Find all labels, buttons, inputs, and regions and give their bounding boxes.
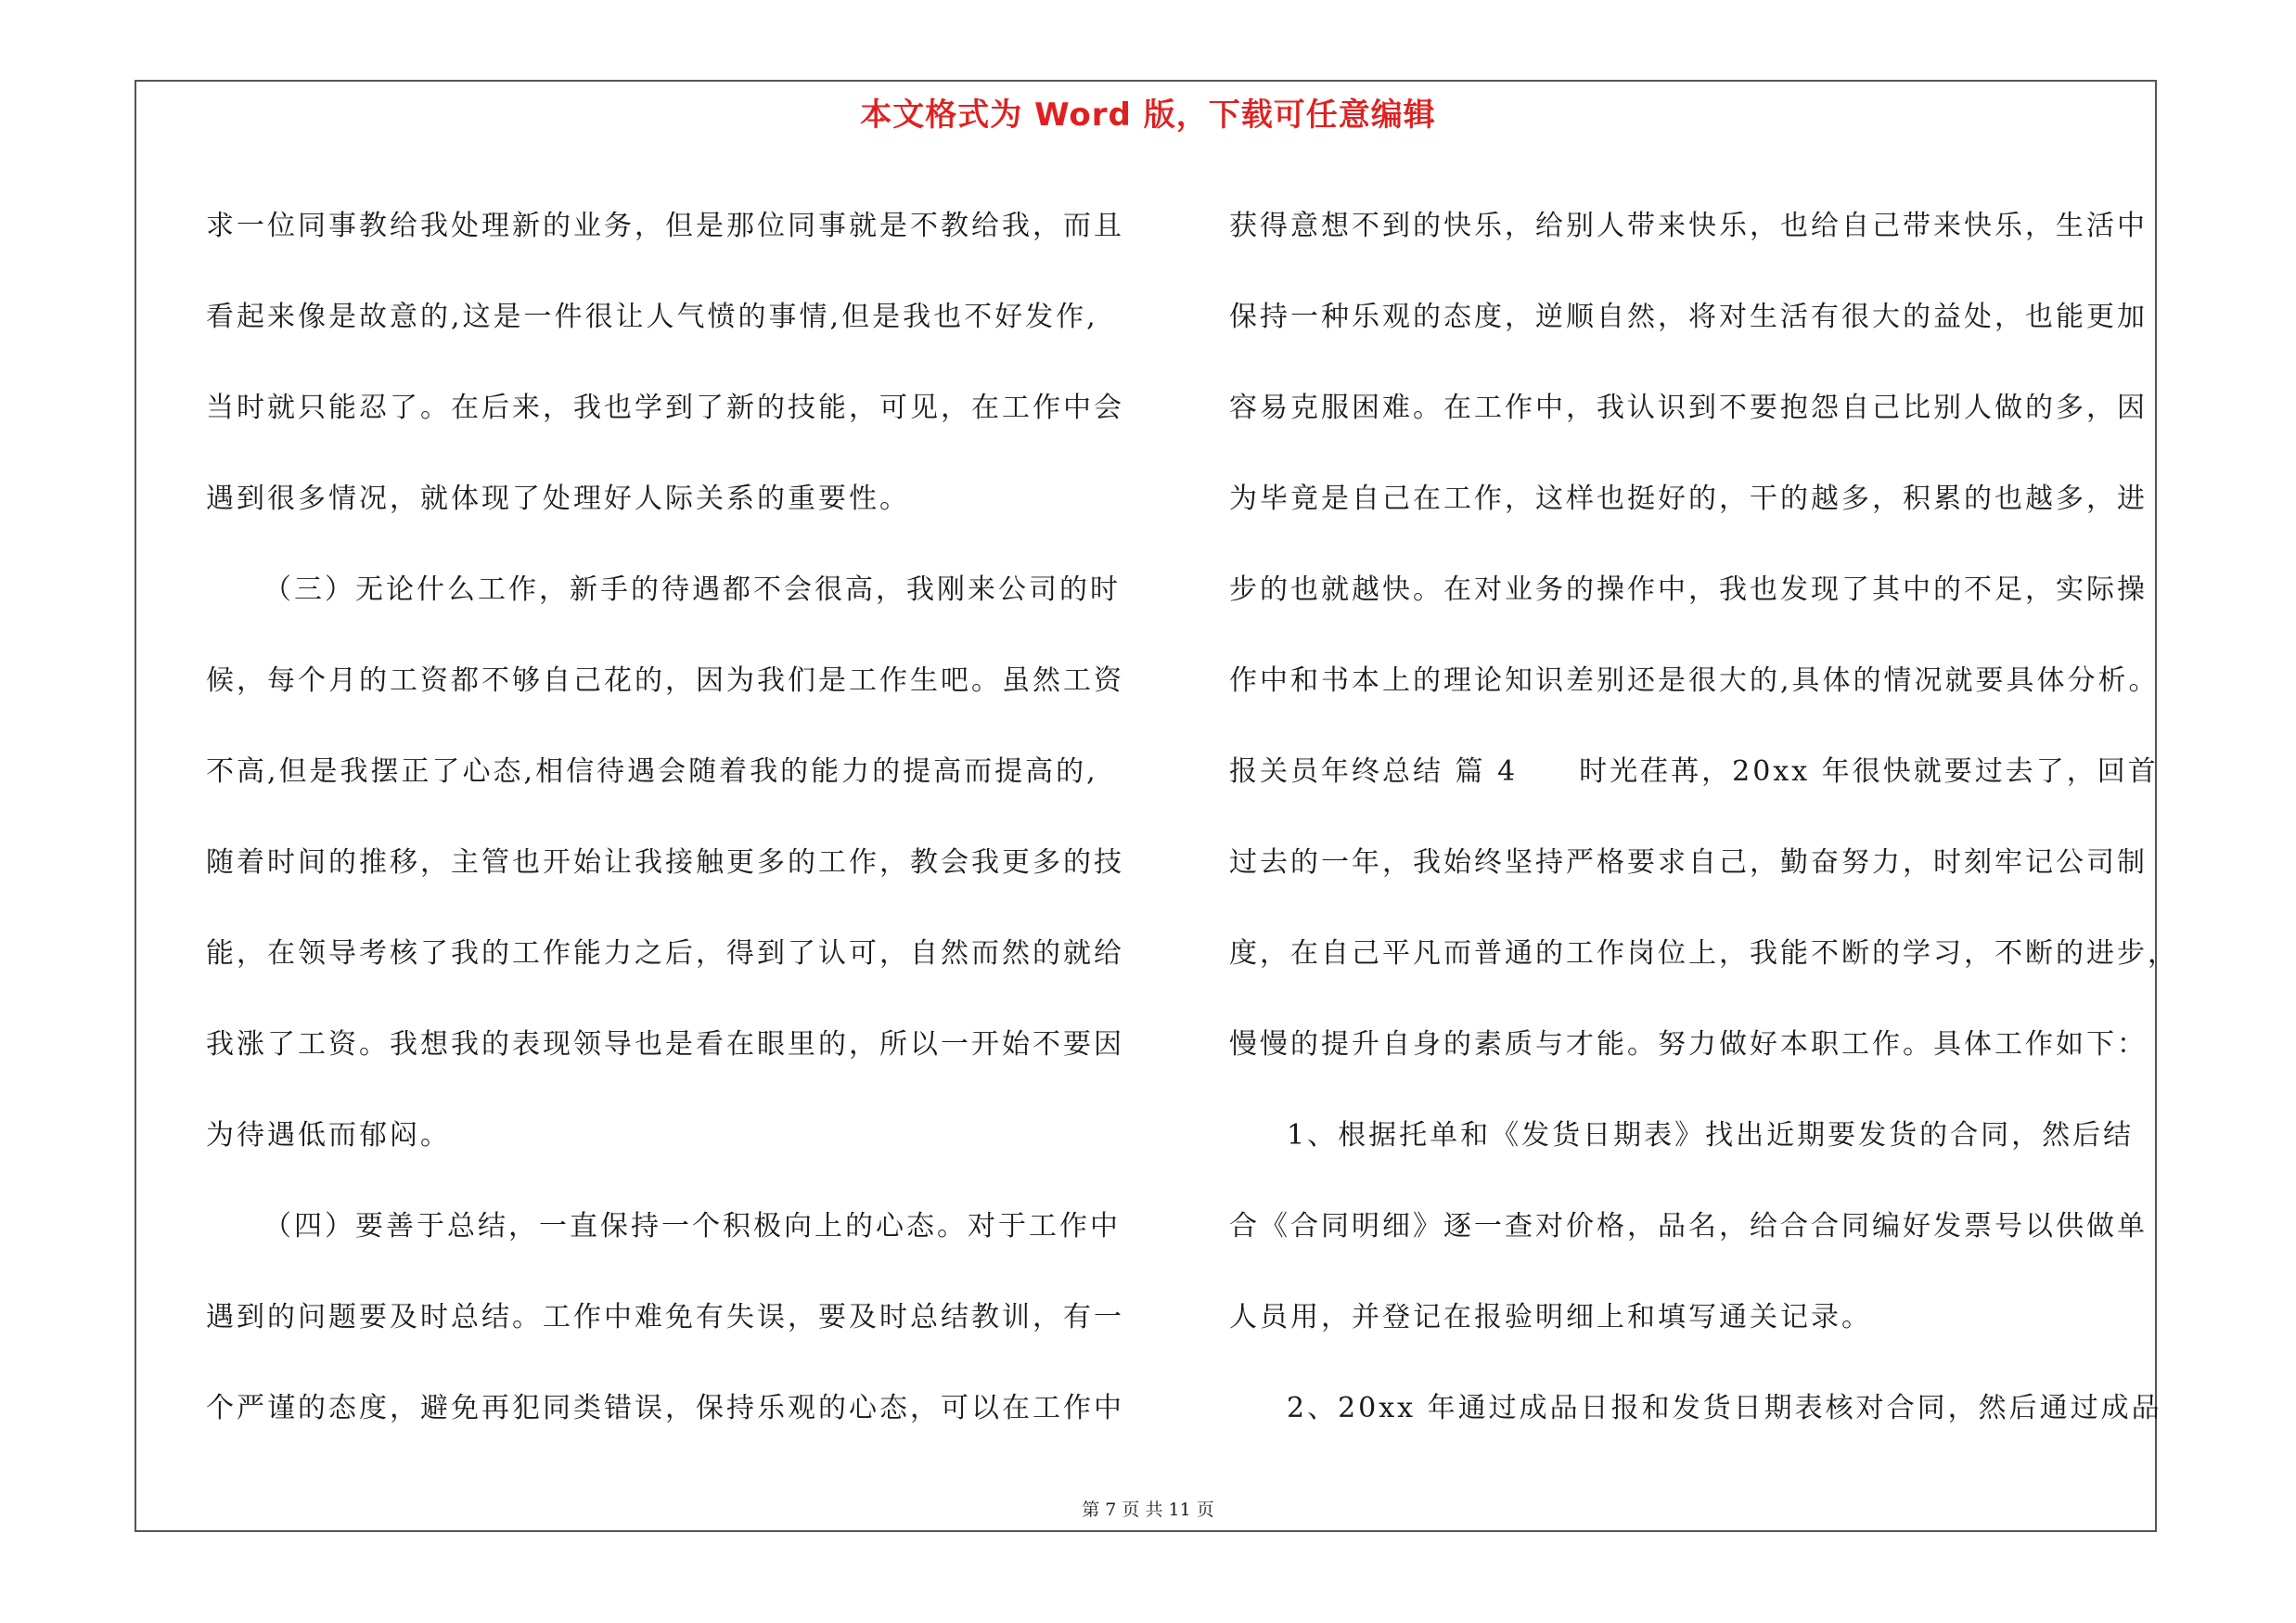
paragraph-line: 度，在自己平凡而普通的工作岗位上，我能不断的学习，不断的进步， [1229, 937, 2178, 970]
paragraph-line: 遇到很多情况，就体现了处理好人际关系的重要性。 [206, 483, 910, 515]
paragraph-line: 不高,但是我摆正了心态,相信待遇会随着我的能力的提高而提高的, [206, 755, 1098, 788]
paragraph-line: 2、20xx 年通过成品日报和发货日期表核对合同，然后通过成品 [1287, 1392, 2162, 1424]
paragraph-line: 过去的一年，我始终坚持严格要求自己，勤奋努力，时刻牢记公司制 [1229, 846, 2148, 879]
paragraph-line: 当时就只能忍了。在后来，我也学到了新的技能，可见，在工作中会 [206, 392, 1124, 424]
paragraph-line: 人员用，并登记在报验明细上和填写通关记录。 [1229, 1301, 1872, 1333]
document-banner: 本文格式为 Word 版，下载可任意编辑 [860, 97, 1436, 134]
paragraph-line: 步的也就越快。在对业务的操作中，我也发现了其中的不足，实际操 [1229, 573, 2148, 606]
left-text-column [206, 181, 1124, 1454]
paragraph-line: 我涨了工资。我想我的表现领导也是看在眼里的，所以一开始不要因 [206, 1028, 1124, 1061]
paragraph-line: 作中和书本上的理论知识差别还是很大的,具体的情况就要具体分析。 [1229, 664, 2160, 697]
paragraph-line: 遇到的问题要及时总结。工作中难免有失误，要及时总结教训，有一 [206, 1301, 1124, 1333]
paragraph-line: 报关员年终总结 篇 4 时光荏苒，20xx 年很快就要过去了，回首 [1229, 755, 2159, 788]
paragraph-line: 候，每个月的工资都不够自己花的，因为我们是工作生吧。虽然工资 [206, 664, 1124, 697]
paragraph-line: 随着时间的推移，主管也开始让我接触更多的工作，教会我更多的技 [206, 846, 1124, 879]
paragraph-line: 能，在领导考核了我的工作能力之后，得到了认可，自然而然的就给 [206, 937, 1124, 970]
paragraph-line: 为毕竟是自己在工作，这样也挺好的，干的越多，积累的也越多，进 [1229, 483, 2148, 515]
paragraph-line: 个严谨的态度，避免再犯同类错误，保持乐观的心态，可以在工作中 [206, 1392, 1124, 1424]
paragraph-line: 看起来像是故意的,这是一件很让人气愤的事情,但是我也不好发作, [206, 301, 1098, 333]
paragraph-line: 慢慢的提升自身的素质与才能。努力做好本职工作。具体工作如下： [1229, 1028, 2148, 1061]
paragraph-line: （四）要善于总结，一直保持一个积极向上的心态。对于工作中 [263, 1210, 1121, 1243]
page-number: 第 7 页 共 11 页 [1082, 1500, 1214, 1520]
paragraph-line: 合《合同明细》逐一查对价格，品名，给合合同编好发票号以供做单 [1229, 1210, 2148, 1243]
paragraph-line: 容易克服困难。在工作中，我认识到不要抱怨自己比别人做的多，因 [1229, 392, 2148, 424]
paragraph-line: 获得意想不到的快乐，给别人带来快乐，也给自己带来快乐，生活中 [1229, 210, 2148, 242]
paragraph-line: 1、根据托单和《发货日期表》找出近期要发货的合同，然后结 [1287, 1119, 2135, 1152]
paragraph-line: （三）无论什么工作，新手的待遇都不会很高，我刚来公司的时 [263, 573, 1121, 606]
paragraph-line: 保持一种乐观的态度，逆顺自然，将对生活有很大的益处，也能更加 [1229, 301, 2148, 333]
paragraph-line: 求一位同事教给我处理新的业务，但是那位同事就是不教给我，而且 [206, 210, 1124, 242]
right-text-column [1229, 181, 2178, 1454]
paragraph-line: 为待遇低而郁闷。 [206, 1119, 451, 1152]
